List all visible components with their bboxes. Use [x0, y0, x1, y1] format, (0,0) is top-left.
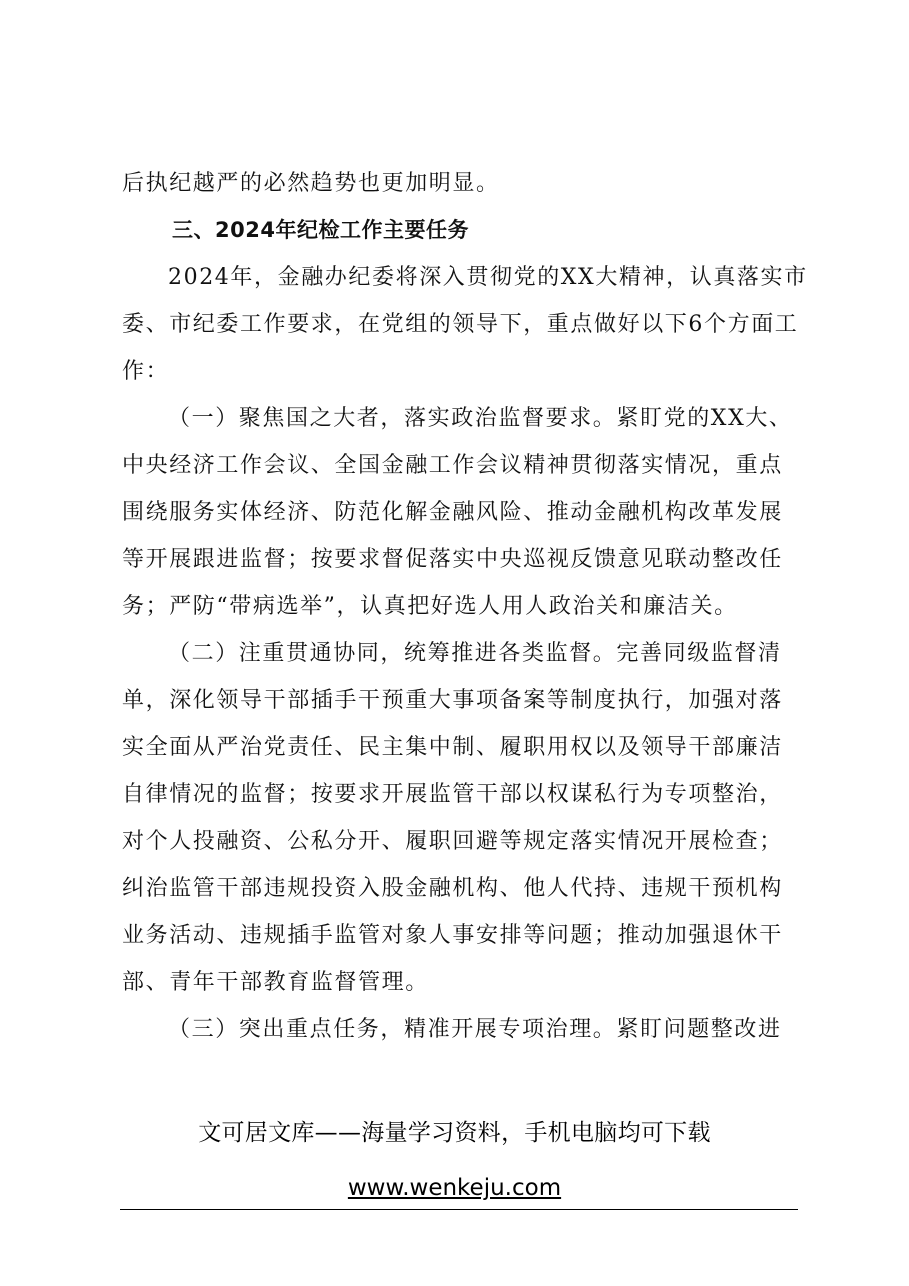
document-body	[122, 160, 808, 1053]
paragraph-line: 务；严防“带病选举”，认真把好选人用人政治关和廉洁关。	[122, 594, 738, 619]
footer-url-link[interactable]: www.wenkeju.com	[347, 1175, 562, 1201]
paragraph-line: 围绕服务实体经济、防范化解金融风险、推动金融机构改革发展	[122, 500, 783, 525]
paragraph-line: 后执纪越严的必然趋势也更加明显。	[122, 171, 500, 196]
paragraph-line: 纠治监管干部违规投资入股金融机构、他人代持、违规干预机构	[122, 876, 783, 901]
paragraph-line: （三）突出重点任务，精准开展专项治理。紧盯问题整改进	[168, 1017, 782, 1042]
footer-divider	[120, 1209, 798, 1210]
section-heading: 三、2024年纪检工作主要任务	[172, 218, 469, 242]
paragraph-line: 委、市纪委工作要求，在党组的领导下，重点做好以下6个方面工	[122, 312, 799, 337]
paragraph-line: （一）聚焦国之大者，落实政治监督要求。紧盯党的XX大、	[168, 406, 793, 431]
paragraph-line: 对个人投融资、公私分开、履职回避等规定落实情况开展检查；	[122, 829, 783, 854]
paragraph-line: （二）注重贯通协同，统筹推进各类监督。完善同级监督清	[168, 641, 782, 666]
paragraph-line: 中央经济工作会议、全国金融工作会议精神贯彻落实情况，重点	[122, 453, 783, 478]
paragraph-line: 作：	[122, 359, 170, 384]
paragraph-line: 业务活动、违规插手监管对象人事安排等问题；推动加强退休干	[122, 923, 783, 948]
paragraph-line: 部、青年干部教育监督管理。	[122, 970, 429, 995]
paragraph-line: 自律情况的监督；按要求开展监管干部以权谋私行为专项整治，	[122, 782, 783, 807]
footer-title: 文可居文库——海量学习资料，手机电脑均可下载	[198, 1120, 711, 1146]
paragraph-line: 单，深化领导干部插手干预重大事项备案等制度执行，加强对落	[122, 688, 783, 713]
paragraph-line: 2024年，金融办纪委将深入贯彻党的XX大精神，认真落实市	[168, 265, 808, 290]
paragraph-line: 等开展跟进监督；按要求督促落实中央巡视反馈意见联动整改任	[122, 547, 783, 572]
paragraph-line: 实全面从严治党责任、民主集中制、履职用权以及领导干部廉洁	[122, 735, 783, 760]
